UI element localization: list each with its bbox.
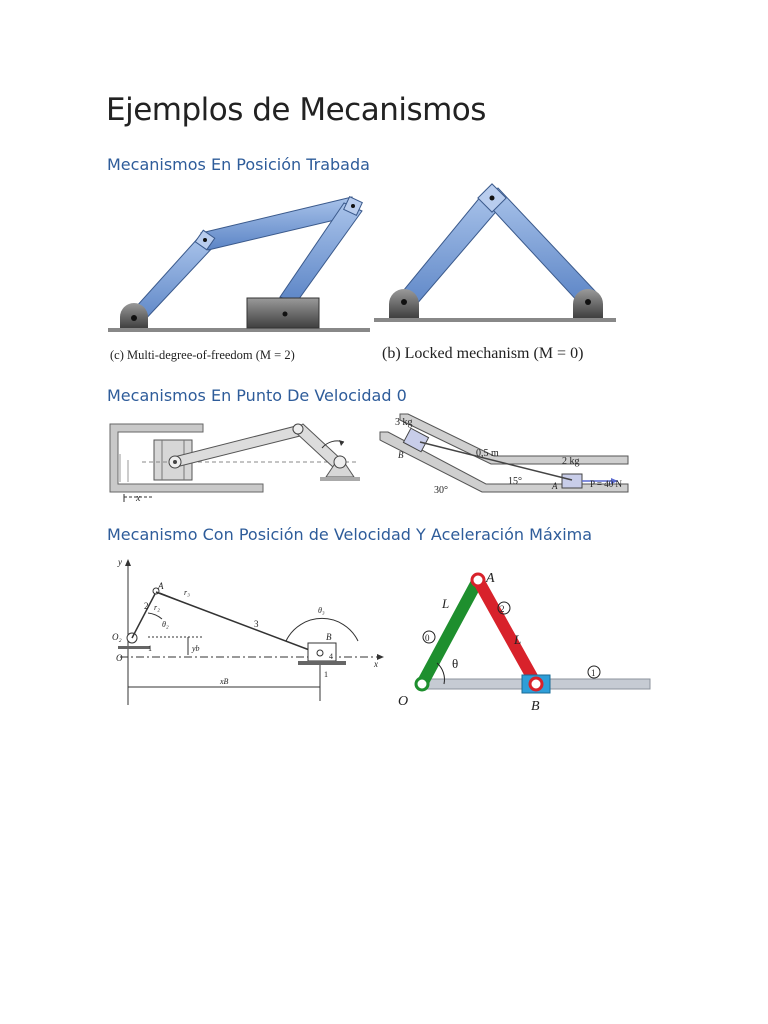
- block-pin: [283, 312, 288, 317]
- coupler-link-3: [156, 592, 320, 654]
- label-slider-4: 4: [329, 652, 333, 661]
- label-angle-30: 30°: [434, 485, 448, 496]
- joint-pin: [351, 204, 355, 208]
- label-y-axis: y: [118, 557, 122, 567]
- r3-vector: [160, 593, 180, 601]
- slider-crank-figure: [108, 555, 390, 710]
- multi-dof-mechanism-figure: [108, 185, 370, 370]
- locked-mechanism-figure: [374, 180, 616, 370]
- y-axis-arrowhead: [125, 559, 131, 566]
- label-angle-15: 15°: [508, 476, 522, 487]
- ground-o2: [118, 646, 150, 649]
- wrist-pin-center: [173, 460, 177, 464]
- label-r3: r₃: [184, 588, 190, 597]
- label-o2: O₂: [112, 632, 122, 642]
- pin-b: [317, 650, 323, 656]
- cylinder-wall: [120, 454, 128, 482]
- label-theta3: θ₃: [318, 606, 325, 615]
- label-mass-top: 3 kg: [395, 417, 413, 428]
- label-ground-1: 1: [148, 644, 152, 653]
- green-link: [422, 580, 478, 684]
- theta2-arc: [148, 613, 162, 619]
- label-x-axis: x: [374, 659, 378, 669]
- multi-dof-caption: (c) Multi-degree-of-freedom (M = 2): [110, 348, 295, 362]
- red-link: [478, 580, 536, 684]
- label-point-b: B: [531, 699, 540, 714]
- section-heading-max-velocity: Mecanismo Con Posición de Velocidad Y Aceleración Máxima: [107, 525, 593, 544]
- pivot-pin: [401, 299, 407, 305]
- label-r2: r₂: [154, 603, 160, 612]
- label-ground-1b: 1: [324, 670, 328, 679]
- slider-a: [562, 474, 582, 488]
- crank-bearing: [334, 456, 346, 468]
- label-point-b: B: [326, 632, 332, 642]
- pin-b: [530, 678, 542, 690]
- pin-o: [416, 678, 428, 690]
- pivot-pin: [131, 315, 137, 321]
- label-x: x: [136, 493, 141, 504]
- theta3-arc: [286, 618, 358, 641]
- label-point-a: A: [552, 481, 558, 491]
- triangle-linkage-figure: [392, 560, 654, 715]
- label-len-right: L: [514, 632, 522, 647]
- label-point-a: A: [158, 581, 164, 591]
- label-yb: yb: [192, 644, 200, 653]
- section-heading-zero-velocity: Mecanismos En Punto De Velocidad 0: [107, 386, 407, 405]
- label-link-1: 1: [591, 668, 596, 678]
- x-axis-arrowhead: [377, 654, 384, 660]
- locked-caption: (b) Locked mechanism (M = 0): [382, 345, 584, 362]
- section-heading-locked: Mecanismos En Posición Trabada: [107, 155, 370, 174]
- label-mass-right: 2 kg: [562, 456, 580, 467]
- label-len-left: L: [442, 596, 450, 611]
- page-title: Ejemplos de Mecanismos: [106, 92, 486, 128]
- label-rod-length: 0,5 m: [476, 448, 499, 459]
- label-xb: xB: [220, 677, 229, 686]
- ground-line: [108, 328, 370, 332]
- crank-pin: [293, 424, 303, 434]
- label-link-0: 0: [425, 633, 430, 643]
- joint-pin: [490, 196, 495, 201]
- label-theta: θ: [452, 656, 459, 671]
- label-link-2: 2: [144, 601, 149, 611]
- piston-crank-figure: [108, 412, 370, 504]
- label-theta2: θ₂: [162, 620, 169, 629]
- label-point-a: A: [486, 571, 495, 586]
- crank-link-2: [132, 592, 156, 638]
- joint-pin: [203, 238, 207, 242]
- label-o: O: [116, 653, 123, 663]
- support-base: [320, 477, 360, 481]
- label-link-3: 3: [254, 619, 259, 629]
- incline-sliders-figure: [378, 412, 640, 504]
- ground-slider: [298, 661, 346, 665]
- pin-a: [472, 574, 484, 586]
- pivot-pin: [585, 299, 591, 305]
- label-point-b: B: [398, 450, 404, 460]
- label-force: P = 40 N: [590, 479, 622, 489]
- label-point-o: O: [398, 694, 409, 709]
- ground-line: [374, 318, 616, 322]
- label-link-2: 2: [500, 604, 505, 614]
